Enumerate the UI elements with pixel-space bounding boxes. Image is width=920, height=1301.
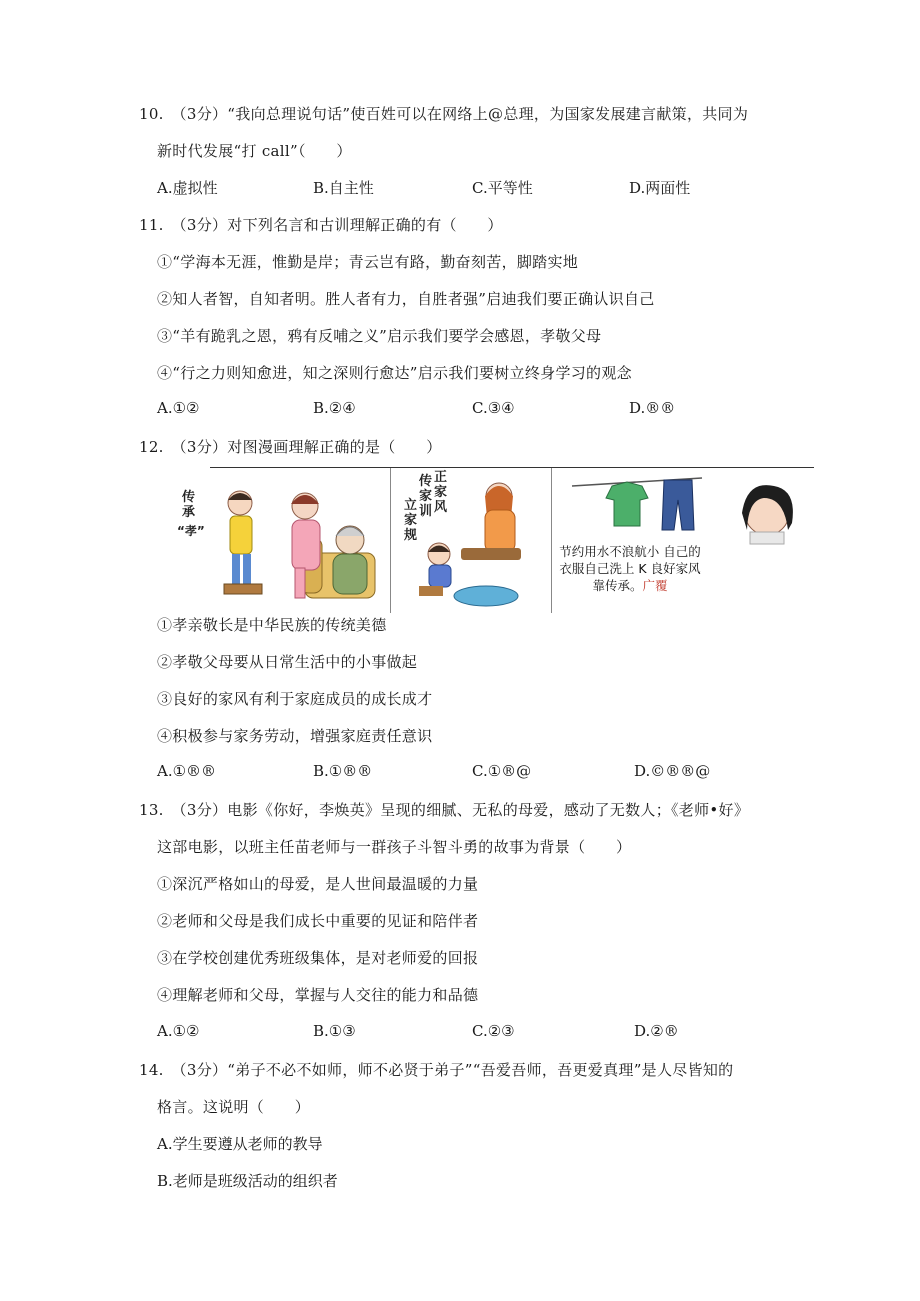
panel1-quote: “孝” xyxy=(177,524,205,538)
comic-panel-1 xyxy=(177,468,391,613)
q13-item-1: ①深沉严格如山的母爱，是人世间最温暖的力量 xyxy=(157,875,479,893)
q13-stem-line2: 这部电影，以班主任苗老师与一群孩子斗智斗勇的故事为背景（ ） xyxy=(157,838,632,856)
q10-stem-line2: 新时代发展“打 call”（ ） xyxy=(157,142,352,160)
q11-stem: 11. （3分）对下列名言和古训理解正确的有（ ） xyxy=(139,216,503,234)
q12-stem: 12. （3分）对图漫画理解正确的是（ ） xyxy=(139,438,442,456)
q12-option-b: B.①®® xyxy=(313,762,373,780)
q10-option-c: C.平等性 xyxy=(472,179,533,197)
panel2-col3: 立家规 xyxy=(404,498,418,543)
panel3-caption xyxy=(545,543,715,594)
q13-item-4: ④理解老师和父母，掌握与人交往的能力和品德 xyxy=(157,986,479,1004)
panel3-caption-line2: 衣服自己洗上 K 良好家风 xyxy=(559,561,701,576)
q12-item-1: ①孝亲敬长是中华民族的传统美德 xyxy=(157,616,387,634)
q14-stem-line2: 格言。这说明（ ） xyxy=(157,1098,311,1116)
q13-item-3: ③在学校创建优秀班级集体，是对老师爱的回报 xyxy=(157,949,479,967)
q14-option-b: B.老师是班级活动的组织者 xyxy=(157,1172,338,1190)
q13-item-2: ②老师和父母是我们成长中重要的见证和陪伴者 xyxy=(157,912,479,930)
q12-option-a: A.①®® xyxy=(157,762,217,780)
q10-option-b: B.自主性 xyxy=(313,179,374,197)
q10-option-d: D.两面性 xyxy=(629,179,691,197)
q10-option-a: A.虚拟性 xyxy=(157,179,218,197)
panel1-label-text: 传承 xyxy=(182,490,196,520)
q11-option-d: D.®® xyxy=(629,399,676,417)
q12-item-3: ③良好的家风有利于家庭成员的成长成才 xyxy=(157,690,433,708)
q12-item-2: ②孝敬父母要从日常生活中的小事做起 xyxy=(157,653,418,671)
q11-option-a: A.①② xyxy=(157,399,200,417)
q11-option-c: C.③④ xyxy=(472,399,515,417)
q11-item-2: ②知人者智，自知者明。胜人者有力，自胜者强”启迪我们要正确认识自己 xyxy=(157,290,655,308)
q11-item-1: ①“学海本无涯，惟勤是岸；青云岂有路，勤奋刻苦，脚踏实地 xyxy=(157,253,579,271)
q13-option-a: A.①② xyxy=(157,1022,200,1040)
panel2-col2: 正家风 xyxy=(434,470,448,515)
panel2-col1: 传家训 xyxy=(419,474,433,519)
q12-option-c: C.①®@ xyxy=(472,762,532,780)
q13-option-d: D.②® xyxy=(634,1022,679,1040)
q11-item-3: ③“羊有跪乳之恩，鸦有反哺之义”启示我们要学会感恩，孝敬父母 xyxy=(157,327,602,345)
q11-item-4: ④“行之力则知愈进，知之深则行愈达”启示我们要树立终身学习的观念 xyxy=(157,364,632,382)
q13-stem-line1: 13. （3分）电影《你好，李焕英》呈现的细腻、无私的母爱，感动了无数人；《老师•好》 xyxy=(139,801,750,819)
panel3-caption-red: 广覆 xyxy=(642,578,668,593)
panel3-caption-line3: 靠传承。 xyxy=(592,578,643,593)
q12-comic-strip xyxy=(177,467,814,613)
q12-item-4: ④积极参与家务劳动，增强家庭责任意识 xyxy=(157,727,433,745)
panel1-label xyxy=(182,490,197,520)
panel3-caption-line3-wrap xyxy=(545,577,715,594)
panel3-caption-line1: 节约用水不浪航小 自己的 xyxy=(559,544,701,559)
q14-stem-line1: 14. （3分）“弟子不必不如师，师不必贤于弟子”“吾爱吾师，吾更爱真理”是人尽皆知的 xyxy=(139,1061,734,1079)
comic-panel-2 xyxy=(391,468,552,613)
q12-option-d: D.©®®@ xyxy=(634,762,711,780)
q13-option-c: C.②③ xyxy=(472,1022,515,1040)
comic-panel-1-art xyxy=(210,468,390,613)
q14-option-a: A.学生要遵从老师的教导 xyxy=(157,1135,323,1153)
q13-option-b: B.①③ xyxy=(313,1022,356,1040)
q11-option-b: B.②④ xyxy=(313,399,356,417)
q10-stem-line1: 10. （3分）“我向总理说句话”使百姓可以在网络上@总理，为国家发展建言献策，共同为 xyxy=(139,105,749,123)
